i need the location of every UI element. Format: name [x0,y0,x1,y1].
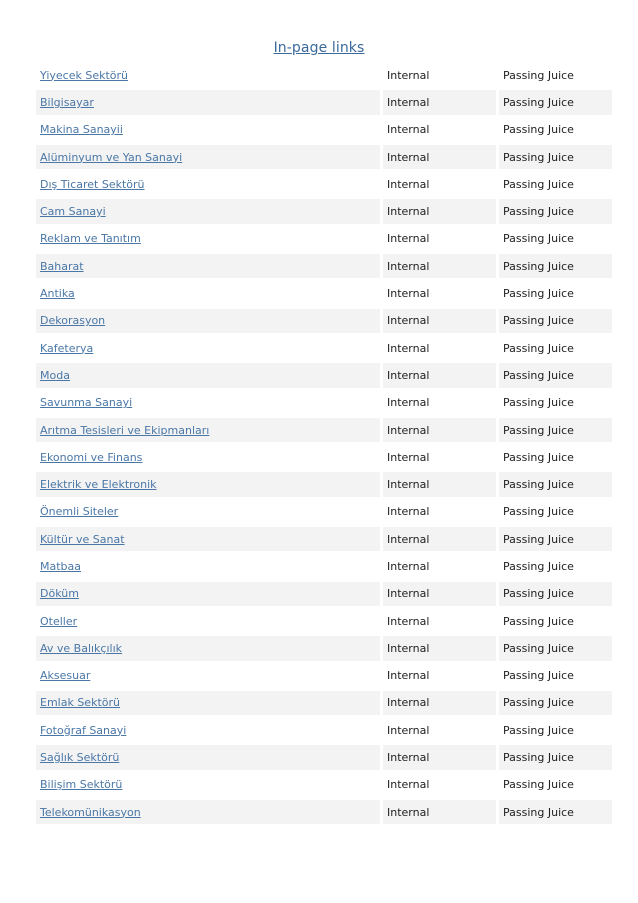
link-type-cell: Internal [387,778,430,792]
table-row [36,718,612,742]
anchor-link[interactable]: Dekorasyon [36,309,380,333]
anchor-link[interactable]: Baharat [36,254,380,278]
link-juice-cell: Passing Juice [499,800,612,824]
link-juice-cell: Passing Juice [503,287,574,301]
table-row [36,609,612,633]
link-type-cell: Internal [387,396,430,410]
link-type-cell: Internal [383,582,496,606]
link-juice-cell: Passing Juice [499,363,612,387]
link-type-cell: Internal [387,68,430,82]
table-row [36,527,612,551]
anchor-link[interactable]: Bilişim Sektörü [40,778,123,792]
link-juice-cell: Passing Juice [499,472,612,496]
table-row [36,800,612,824]
table-row [36,199,612,223]
link-juice-cell: Passing Juice [499,254,612,278]
table-row [36,363,612,387]
link-juice-cell: Passing Juice [503,505,574,519]
link-juice-cell: Passing Juice [503,723,574,737]
table-row [36,664,612,688]
link-juice-cell: Passing Juice [503,450,574,464]
anchor-link[interactable]: Matbaa [40,559,82,573]
table-row [36,773,612,797]
link-type-cell: Internal [383,418,496,442]
link-type-cell: Internal [387,341,430,355]
link-type-cell: Internal [383,800,496,824]
link-juice-cell: Passing Juice [499,199,612,223]
link-type-cell: Internal [387,723,430,737]
table-row [36,691,612,715]
table-row [36,63,612,87]
links-table-body [36,63,612,824]
link-juice-cell: Passing Juice [503,68,574,82]
anchor-link[interactable]: Oteller [40,614,78,628]
table-row [36,445,612,469]
anchor-link[interactable]: Moda [36,363,380,387]
link-juice-cell: Passing Juice [499,145,612,169]
link-type-cell: Internal [383,472,496,496]
link-type-cell: Internal [387,450,430,464]
table-row [36,118,612,142]
link-type-cell: Internal [383,309,496,333]
table-row [36,172,612,196]
anchor-link[interactable]: Arıtma Tesisleri ve Ekipmanları [36,418,380,442]
anchor-link[interactable]: Ekonomi ve Finans [40,450,143,464]
anchor-link[interactable]: Av ve Balıkçılık [36,636,380,660]
link-type-cell: Internal [383,90,496,114]
table-row [36,254,612,278]
link-type-cell: Internal [387,177,430,191]
link-juice-cell: Passing Juice [503,396,574,410]
table-row [36,500,612,524]
anchor-link[interactable]: Makina Sanayii [40,123,123,137]
link-type-cell: Internal [383,363,496,387]
anchor-link[interactable]: Döküm [36,582,380,606]
link-juice-cell: Passing Juice [503,177,574,191]
link-type-cell: Internal [383,636,496,660]
link-type-cell: Internal [387,559,430,573]
link-type-cell: Internal [383,145,496,169]
link-type-cell: Internal [383,745,496,769]
link-juice-cell: Passing Juice [503,232,574,246]
link-juice-cell: Passing Juice [503,669,574,683]
link-type-cell: Internal [387,505,430,519]
anchor-link[interactable]: Elektrik ve Elektronik [36,472,380,496]
table-row [36,554,612,578]
table-row [36,391,612,415]
anchor-link[interactable]: Telekomünikasyon [36,800,380,824]
table-row [36,145,612,169]
table-row [36,418,612,442]
link-juice-cell: Passing Juice [503,559,574,573]
anchor-link[interactable]: Önemli Siteler [40,505,119,519]
anchor-link[interactable]: Savunma Sanayi [40,396,133,410]
table-row [36,582,612,606]
link-type-cell: Internal [387,232,430,246]
anchor-link[interactable]: Kafeterya [40,341,94,355]
anchor-link[interactable]: Aksesuar [40,669,91,683]
link-type-cell: Internal [387,669,430,683]
link-juice-cell: Passing Juice [499,527,612,551]
table-row [36,636,612,660]
link-juice-cell: Passing Juice [499,90,612,114]
anchor-link[interactable]: Antika [40,287,75,301]
anchor-link[interactable]: Yiyecek Sektörü [40,68,128,82]
link-juice-cell: Passing Juice [499,418,612,442]
link-juice-cell: Passing Juice [499,309,612,333]
link-type-cell: Internal [383,199,496,223]
table-row [36,336,612,360]
link-juice-cell: Passing Juice [499,691,612,715]
anchor-link[interactable]: Dış Ticaret Sektörü [40,177,145,191]
link-juice-cell: Passing Juice [499,582,612,606]
table-row [36,281,612,305]
anchor-link[interactable]: Cam Sanayi [36,199,380,223]
link-type-cell: Internal [387,123,430,137]
table-row [36,309,612,333]
anchor-link[interactable]: Bilgisayar [36,90,380,114]
link-juice-cell: Passing Juice [499,745,612,769]
anchor-link[interactable]: Reklam ve Tanıtım [40,232,141,246]
link-juice-cell: Passing Juice [503,123,574,137]
link-type-cell: Internal [383,691,496,715]
link-type-cell: Internal [387,287,430,301]
table-row [36,745,612,769]
link-type-cell: Internal [383,527,496,551]
anchor-link[interactable]: Emlak Sektörü [36,691,380,715]
anchor-link[interactable]: Kültür ve Sanat [36,527,380,551]
in-page-links-table [33,60,615,827]
table-row [36,90,612,114]
link-juice-cell: Passing Juice [503,614,574,628]
link-type-cell: Internal [387,614,430,628]
link-juice-cell: Passing Juice [503,778,574,792]
link-juice-cell: Passing Juice [499,636,612,660]
page-title[interactable]: In-page links [273,40,365,56]
anchor-link[interactable]: Fotoğraf Sanayi [40,723,127,737]
table-row [36,472,612,496]
table-row [36,227,612,251]
anchor-link[interactable]: Sağlık Sektörü [36,745,380,769]
link-type-cell: Internal [383,254,496,278]
link-juice-cell: Passing Juice [503,341,574,355]
anchor-link[interactable]: Alüminyum ve Yan Sanayi [36,145,380,169]
